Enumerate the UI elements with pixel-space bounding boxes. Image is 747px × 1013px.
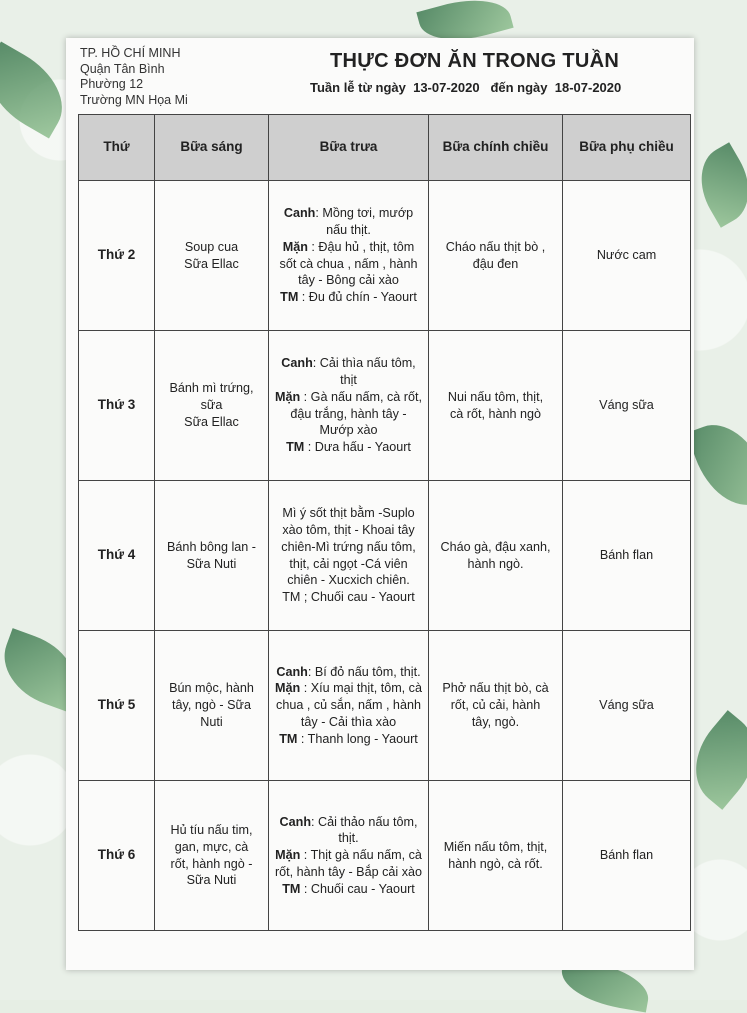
lunch-item-text: : Chuối cau - Yaourt: [300, 881, 415, 896]
lunch-cell: [269, 481, 429, 631]
dinner-line: đậu đen: [472, 256, 519, 271]
lunch-item-text: : Cải thìa nấu tôm, thịt: [312, 356, 416, 387]
snack-line: Bánh flan: [599, 548, 654, 563]
week-label: Tuần lễ từ ngày: [310, 80, 406, 95]
dinner-line: Cháo nấu thịt bò ,: [445, 239, 546, 254]
school-district: Quận Tân Bình: [80, 61, 165, 76]
week-end: 18-07-2020: [554, 80, 622, 95]
dinner-cell: [429, 781, 563, 931]
lunch-item: [273, 439, 424, 456]
lunch-item-text: : Cải thảo nấu tôm, thịt.: [311, 814, 418, 846]
dinner-cell: [429, 481, 563, 631]
school-info: [80, 46, 188, 108]
lunch-cell: [269, 181, 429, 331]
lunch-item-label: TM: [282, 881, 301, 896]
lunch-item-text: : Đu đủ chín - Yaourt: [298, 290, 417, 305]
header-lunch: Bữa trưa: [269, 115, 429, 181]
lunch-item: [273, 505, 424, 589]
lunch-item: [273, 680, 424, 730]
breakfast-line: Sữa Nuti: [186, 873, 237, 888]
school-name: Trường MN Họa Mi: [80, 92, 188, 107]
lunch-item: [273, 389, 424, 439]
lunch-item-text: : Thịt gà nấu nấm, cà rốt, hành tây - Bắp cải xào: [274, 848, 422, 879]
lunch-item-label: Mặn: [282, 239, 308, 254]
lunch-item-label: Mặn: [275, 389, 301, 404]
lunch-item-text: : Thanh long - Yaourt: [297, 731, 418, 746]
breakfast-cell: [155, 181, 269, 331]
lunch-item-text: Mì ý sốt thịt bằm -Suplo xào tôm, thịt - Khoai tây chiên-Mì trứng nấu tôm, thịt, cải ngọt -Cá viên chiên - Xucxich chiên.: [281, 506, 416, 588]
day-cell: Thứ 5: [79, 631, 155, 781]
school-city: TP. HỒ CHÍ MINH: [80, 46, 181, 60]
snack-line: Bánh flan: [599, 848, 654, 863]
dinner-cell: [429, 631, 563, 781]
lunch-item-text: : Mồng tơi, mướp nấu thịt.: [315, 206, 414, 237]
breakfast-line: Bánh bông lan -: [167, 539, 256, 554]
dinner-line: Cháo gà, đậu xanh,: [440, 539, 551, 554]
lunch-item-label: Mặn: [275, 848, 301, 863]
dinner-line: Miến nấu tôm, thịt,: [443, 839, 548, 854]
breakfast-line: tây, ngò - Sữa: [172, 698, 251, 713]
breakfast-line: rốt, hành ngò -: [170, 856, 253, 871]
table-row: [79, 331, 691, 481]
dinner-line: hành ngò, cà rốt.: [448, 856, 543, 871]
lunch-item-label: TM: [280, 290, 299, 305]
header-dinner: Bữa chính chiều: [429, 115, 563, 181]
lunch-cell: [269, 781, 429, 931]
lunch-item-label: Canh: [279, 814, 312, 829]
breakfast-line: gan, mực, cà: [174, 839, 249, 854]
lunch-item: [273, 239, 424, 289]
dinner-line: Phở nấu thịt bò, cà: [442, 681, 549, 696]
header-row: [79, 115, 691, 181]
week-start: 13-07-2020: [413, 80, 480, 95]
menu-title: THỰC ĐƠN ĂN TRONG TUẦN: [330, 50, 620, 72]
breakfast-line: Sữa Nuti: [186, 556, 237, 571]
week-range: [310, 80, 621, 95]
menu-body: [79, 181, 691, 931]
lunch-cell: [269, 631, 429, 781]
breakfast-line: Bún mộc, hành: [169, 681, 254, 696]
school-ward: Phường 12: [80, 77, 144, 91]
dinner-line: tây, ngò.: [471, 714, 520, 729]
breakfast-line: Bánh mì trứng,: [169, 381, 254, 396]
snack-cell: [563, 781, 691, 931]
dinner-cell: [429, 331, 563, 481]
lunch-item-label: Mặn: [275, 681, 301, 696]
table-row: [79, 181, 691, 331]
table-row: [79, 481, 691, 631]
lunch-item-label: TM: [279, 731, 298, 746]
lunch-item-label: Canh: [281, 356, 313, 371]
lunch-item-text: : Đậu hủ , thịt, tôm sốt cà chua , nấm , hành tây - Bông cải xào: [279, 239, 418, 288]
menu-table: [78, 114, 691, 931]
snack-line: Váng sữa: [599, 398, 654, 413]
lunch-item: [273, 289, 424, 306]
dinner-line: cà rốt, hành ngò: [449, 406, 542, 421]
lunch-item: [273, 664, 424, 681]
dinner-line: Nui nấu tôm, thịt,: [447, 389, 544, 404]
snack-cell: [563, 631, 691, 781]
lunch-item-text: : Bí đỏ nấu tôm, thịt.: [307, 664, 421, 679]
breakfast-line: Nuti: [200, 714, 223, 729]
breakfast-line: Hủ tíu nấu tim,: [170, 822, 253, 837]
lunch-item-text: : Xíu mại thịt, tôm, cà chua , củ sắn, nấm , hành tây - Cải thìa xào: [276, 681, 422, 729]
breakfast-line: Soup cua: [184, 239, 239, 254]
lunch-item: [273, 881, 424, 898]
snack-cell: [563, 481, 691, 631]
lunch-item: [273, 847, 424, 881]
lunch-item-label: Canh: [283, 206, 316, 221]
header-snack: Bữa phụ chiều: [563, 115, 691, 181]
lunch-item: [273, 589, 424, 606]
dinner-cell: [429, 181, 563, 331]
snack-line: Nước cam: [596, 248, 657, 263]
snack-cell: [563, 331, 691, 481]
breakfast-line: Sữa Ellac: [184, 414, 239, 429]
lunch-item-label: Canh: [276, 664, 308, 679]
lunch-item-text: : Gà nấu nấm, cà rốt, đậu trắng, hành tây - Mướp xào: [290, 389, 422, 438]
lunch-item-text: TM ; Chuối cau - Yaourt: [282, 590, 415, 605]
breakfast-cell: [155, 331, 269, 481]
snack-cell: [563, 181, 691, 331]
lunch-item-label: TM: [286, 440, 305, 455]
breakfast-cell: [155, 481, 269, 631]
header-day: Thứ: [79, 115, 155, 181]
lunch-item: [273, 814, 424, 848]
dinner-line: hành ngò.: [467, 556, 524, 571]
breakfast-line: Sữa Ellac: [184, 256, 239, 271]
snack-line: Váng sữa: [599, 698, 654, 713]
lunch-item: [273, 355, 424, 389]
day-cell: Thứ 2: [79, 181, 155, 331]
week-to: đến ngày: [490, 80, 548, 95]
lunch-cell: [269, 331, 429, 481]
day-cell: Thứ 4: [79, 481, 155, 631]
header-breakfast: Bữa sáng: [155, 115, 269, 181]
dinner-line: rốt, củ cải, hành: [450, 698, 541, 713]
table-row: [79, 631, 691, 781]
lunch-item-text: : Dưa hấu - Yaourt: [304, 440, 411, 455]
day-cell: Thứ 3: [79, 331, 155, 481]
table-row: [79, 781, 691, 931]
lunch-item: [273, 205, 424, 239]
breakfast-line: sữa: [200, 398, 223, 413]
lunch-item: [273, 731, 424, 748]
breakfast-cell: [155, 781, 269, 931]
breakfast-cell: [155, 631, 269, 781]
day-cell: Thứ 6: [79, 781, 155, 931]
